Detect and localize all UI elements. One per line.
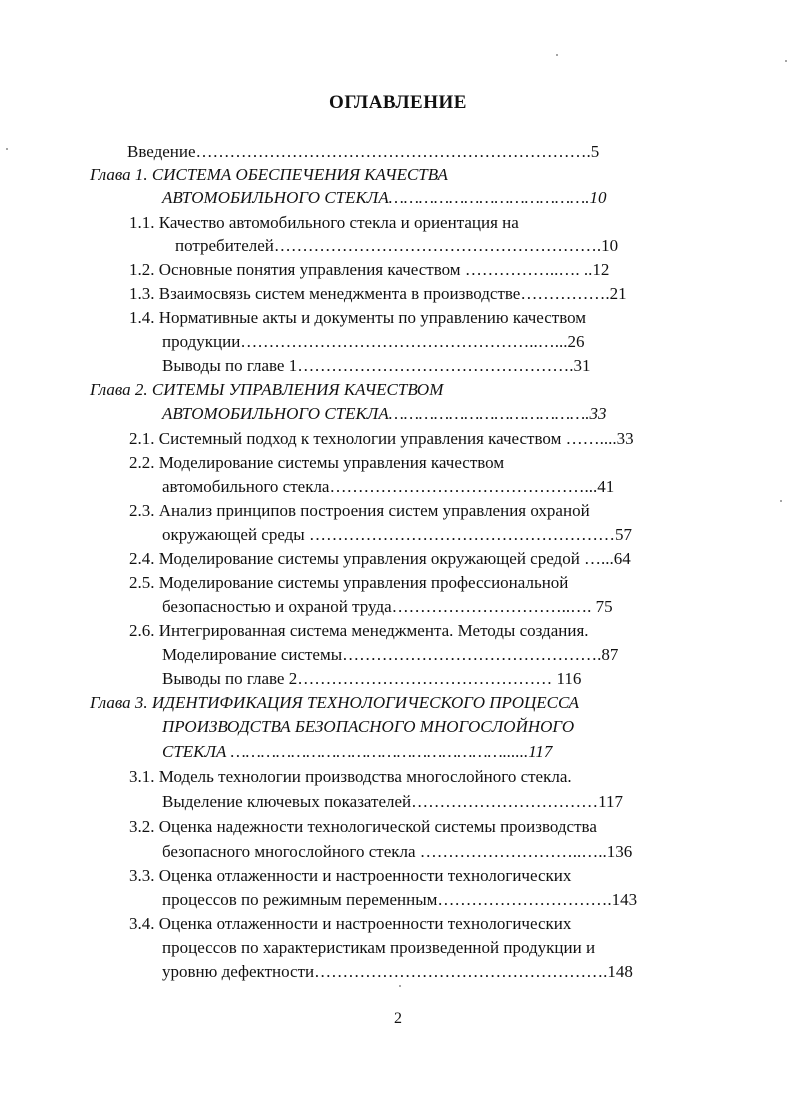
toc-entry-conclusions-1: Выводы по главе 1………………………………………….31 (162, 356, 591, 375)
toc-entry-conclusions-2: Выводы по главе 2……………………………………… 116 (162, 669, 582, 688)
toc-entry-3-4-cont: процессов по характеристикам произведенной продукции и (162, 938, 596, 957)
scan-speck (399, 985, 401, 987)
toc-entry-2-6: 2.6. Интегрированная система менеджмента. Методы создания. (129, 621, 589, 640)
toc-entry-2-2-cont: автомобильного стекла………………………………………...41 (162, 477, 615, 496)
scan-speck (6, 148, 8, 150)
toc-entry-1-3: 1.3. Взаимосвязь систем менеджмента в производстве…………….21 (129, 284, 627, 303)
toc-entry-2-5-cont: безопасностью и охраной труда…………………………..…. 75 (162, 597, 613, 616)
toc-entry-3-4-cont-2: уровню дефектности…………………………………………….148 (162, 962, 633, 981)
toc-entry-1-1: 1.1. Качество автомобильного стекла и ориентация на (129, 213, 519, 232)
page-number: 2 (394, 1010, 402, 1027)
toc-entry-2-6-cont: Моделирование системы……………………………………….87 (162, 645, 619, 664)
toc-chapter-3-heading-cont-2: СТЕКЛА ………………………………………………......117 (162, 742, 553, 761)
toc-chapter-2-heading: Глава 2. СИТЕМЫ УПРАВЛЕНИЯ КАЧЕСТВОМ (90, 380, 444, 399)
toc-entry-1-1-cont: потребителей………………………………………………….10 (175, 236, 619, 255)
toc-entry-2-2: 2.2. Моделирование системы управления качеством (129, 453, 505, 472)
toc-entry-introduction: Введение…………………………………………………………….5 (127, 142, 600, 161)
toc-entry-3-1: 3.1. Модель технологии производства многослойного стекла. (129, 767, 572, 786)
toc-chapter-3-heading: Глава 3. ИДЕНТИФИКАЦИЯ ТЕХНОЛОГИЧЕСКОГО ПРОЦЕССА (90, 693, 580, 712)
toc-entry-2-3: 2.3. Анализ принципов построения систем управления охраной (129, 501, 590, 520)
toc-entry-2-5: 2.5. Моделирование системы управления профессиональной (129, 573, 569, 592)
toc-chapter-1-heading: Глава 1. СИСТЕМА ОБЕСПЕЧЕНИЯ КАЧЕСТВА (90, 165, 448, 184)
toc-entry-3-4: 3.4. Оценка отлаженности и настроенности технологических (129, 914, 572, 933)
toc-chapter-1-heading-cont: АВТОМОБИЛЬНОГО СТЕКЛА………………………………….10 (162, 188, 607, 207)
scan-speck (785, 60, 787, 62)
toc-entry-3-3-cont: процессов по режимным переменным………………………….143 (162, 890, 638, 909)
toc-entry-3-1-cont: Выделение ключевых показателей……………………………117 (162, 792, 624, 811)
toc-entry-3-2-cont: безопасного многослойного стекла ………………………..…..136 (162, 842, 633, 861)
toc-entry-3-3: 3.3. Оценка отлаженности и настроенности технологических (129, 866, 572, 885)
toc-entry-2-4: 2.4. Моделирование системы управления окружающей средой …...64 (129, 549, 631, 568)
toc-chapter-3-heading-cont: ПРОИЗВОДСТВА БЕЗОПАСНОГО МНОГОСЛОЙНОГО (162, 717, 575, 736)
toc-entry-2-1: 2.1. Системный подход к технологии управления качеством ……....33 (129, 429, 634, 448)
toc-entry-1-4-cont: продукции……………………………………………..…...26 (162, 332, 585, 351)
page-title: ОГЛАВЛЕНИЕ (329, 92, 467, 113)
toc-entry-1-4: 1.4. Нормативные акты и документы по управлению качеством (129, 308, 587, 327)
toc-entry-3-2: 3.2. Оценка надежности технологической системы производства (129, 817, 597, 836)
scan-speck (780, 500, 782, 502)
toc-entry-1-2: 1.2. Основные понятия управления качеством ……………..…. ..12 (129, 260, 610, 279)
scan-speck (556, 54, 558, 56)
toc-entry-2-3-cont: окружающей среды ………………………………………………57 (162, 525, 632, 544)
toc-chapter-2-heading-cont: АВТОМОБИЛЬНОГО СТЕКЛА………………………………….33 (162, 404, 607, 423)
